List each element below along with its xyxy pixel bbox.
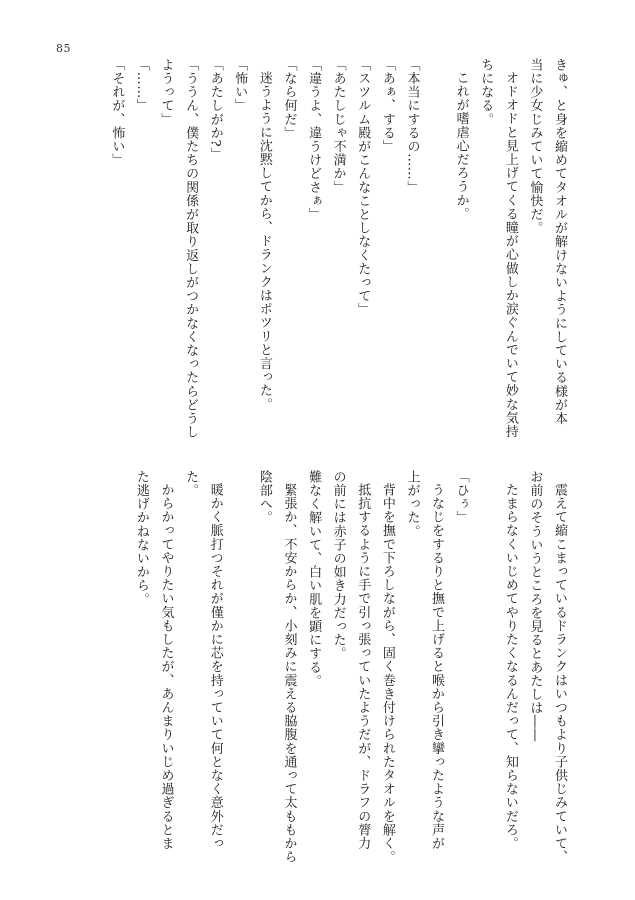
text-line: 迷うように沈黙してから、ドランクはポツリと言った。: [256, 71, 272, 411]
text-line: お前のそういうところを見るとあたしは――: [527, 470, 543, 742]
text-line: 抵抗するように手で引っ張っていたようだが、ドラフの膂力: [355, 483, 371, 851]
text-line: うなじをするりと撫で上げると喉から引き攣ったような声が: [429, 483, 445, 851]
text-line: 「なら何だ」: [281, 58, 297, 140]
lower-text-column: [128, 470, 571, 864]
text-line: きゅ、と身を縮めてタオルが解けないようにしている様が本: [552, 58, 567, 426]
page-number: 85: [56, 42, 71, 55]
text-line: 「それが、怖い」: [109, 58, 125, 167]
text-line: 「……」: [133, 58, 149, 113]
text-line: 背中を撫で下ろしながら、固く巻き付けられたタオルを解く。: [379, 483, 395, 864]
text-line: ちになる。: [478, 58, 494, 126]
text-line: 緊張か、不安からか、小刻みに震える脇腹を通って太ももから: [281, 483, 297, 864]
text-line: 上がった。: [404, 470, 420, 538]
text-line: た逃げかねないから。: [133, 470, 149, 606]
text-line: た。: [183, 470, 199, 498]
text-line: 「あたしがか?」: [207, 58, 223, 161]
text-line: 「あぁ、する」: [379, 58, 395, 154]
text-line: 「ううん、僕たちの関係が取り返しがつかなくなったらどうし: [183, 58, 199, 439]
text-line: 暖かく脈打つそれが僅かに芯を持っていて何となく意外だっ: [207, 483, 223, 851]
text-line: 「スツルム殿がこんなことしなくたって」: [355, 58, 371, 317]
text-line: からかってやりたい気もしたが、あんまりいじめ過ぎるとま: [158, 483, 174, 851]
text-line: 「ひぅ」: [453, 470, 469, 525]
text-line: 震えて縮こまっているドランクはいつもより子供じみていて、: [552, 483, 567, 864]
upper-text-column: [104, 58, 571, 439]
text-line: 「違うよ、違うけどさぁ」: [306, 58, 322, 222]
text-line: 難なく解いて、白い肌を顕にする。: [306, 470, 322, 688]
text-line: の前には赤子の如き力だった。: [330, 470, 346, 661]
text-line: これが嗜虐心だろうか。: [453, 71, 469, 221]
text-line: 「怖い」: [232, 58, 248, 113]
text-line: 「あたしじゃ不満か」: [330, 58, 346, 194]
text-line: たまらなくいじめてやりたくなるんだって、知らないだろ。: [502, 483, 518, 851]
text-line: 当に少女じみていて愉快だ。: [527, 58, 543, 235]
text-line: 陰部へ。: [256, 470, 272, 525]
text-line: 「本当にするの……」: [404, 58, 420, 194]
text-line: ようって」: [158, 58, 174, 126]
text-line: オドオドと見上げてくる瞳が心做しか涙ぐんでいて妙な気持: [502, 71, 518, 439]
